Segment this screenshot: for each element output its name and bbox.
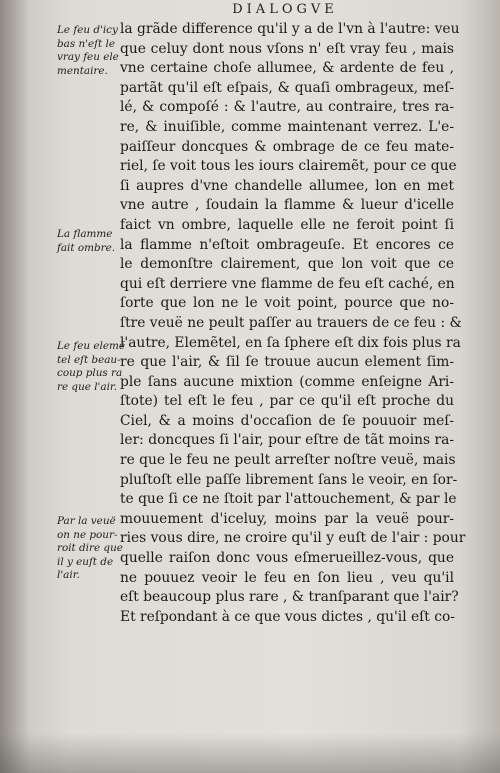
margin-note-feu-elementel	[57, 340, 125, 394]
text-line: ſi aupres d'vne chandelle allumee, lon en met	[120, 177, 454, 194]
margin-note-line: on ne pour-	[57, 528, 118, 541]
text-line: pluſtoſt elle paſſe librement ſans le veoir, en ſor-	[120, 471, 458, 488]
text-line: la flamme n'eſtoit ombrageuſe. Et encores ce	[120, 236, 454, 253]
margin-note-par-la-veue	[57, 515, 121, 583]
text-line: lé, & compoſé : & l'autre, au contraire, tres ra-	[120, 99, 454, 116]
margin-note-line: La flamme	[57, 228, 113, 240]
main-text-block	[120, 20, 466, 627]
text-line: vne autre , ſoudain la flamme & lueur d'icelle	[120, 197, 454, 214]
text-line: mouuement d'iceluy, moins par la veuë pour-	[120, 510, 454, 527]
text-line: te que ſi ce ne ſtoit par l'attouchement, & par le	[120, 491, 457, 508]
margin-note-line: Le feu elemẽ	[57, 340, 125, 352]
text-line: ſtote) tel eſt le feu , par ce qu'il eſt proche du	[120, 393, 454, 410]
margin-note-line: Le feu d'icy	[57, 24, 118, 36]
text-line: re que le feu ne peult arreſter noſtre veuë, mais	[120, 452, 456, 469]
text-line: qui eſt derriere vne flamme de feu eſt caché, en	[120, 275, 455, 292]
margin-note-line: il y euſt de	[57, 555, 114, 568]
text-line: quelle raiſon donc vous eſmerueillez-vous, que	[120, 550, 454, 567]
text-line: riel, ſe voit tous les iours clairemẽt, pour ce que	[120, 158, 457, 175]
text-line: vne certaine choſe allumee, & ardente de feu ,	[120, 60, 454, 77]
text-line: ple ſans aucune mixtion (comme enſeigne Ari-	[120, 373, 454, 390]
text-line: ler: doncques ſi l'air, pour eſtre de tãt moins ra-	[120, 432, 454, 449]
text-line: que celuy dont nous vſons n' eſt vray feu , mais	[120, 40, 454, 57]
text-line: partãt qu'il eſt eſpais, & quaſi ombrageux, meſ-	[120, 79, 454, 96]
margin-note-feu-d-icy-bas	[57, 24, 121, 78]
text-line: ſorte que lon ne le voit point, pource que no-	[120, 295, 454, 312]
margin-note-line: l'air.	[57, 569, 80, 582]
text-line: ne pouuez veoir le feu en ſon lieu , veu qu'il	[120, 569, 454, 586]
margin-note-line: mentaire.	[57, 64, 108, 77]
running-header: DIALOGVE	[232, 2, 338, 17]
text-line: ſtre veuë ne peult paſſer au trauers de ce feu : &	[120, 314, 462, 331]
text-line: re que l'air, & ſil ſe trouue aucun element ſim-	[120, 354, 454, 371]
margin-note-line: bas n'eſt le	[57, 37, 115, 50]
text-line: Ciel, & a moins d'occaſion de ſe pouuoir meſ-	[120, 412, 454, 429]
margin-note-line: Par la veuë	[57, 515, 116, 527]
text-line: eſt beaucoup plus rare , & tranſparant que l'air?	[120, 589, 459, 606]
text-line: faict vn ombre, laquelle elle ne feroit point ſi	[120, 216, 454, 233]
margin-note-line: re que l'air.	[57, 380, 118, 393]
text-line: la grãde difference qu'il y a de l'vn à l'autre: veu	[120, 21, 460, 37]
text-line: paiſſeur doncques & ombrage de ce feu mate-	[120, 138, 454, 155]
margin-note-line: roit dire que	[57, 542, 123, 555]
margin-note-line: vray feu ele	[57, 51, 119, 64]
text-line: le demonſtre clairement, que lon voit que ce	[120, 256, 454, 273]
margin-note-la-flamme	[57, 228, 121, 255]
text-line: re, & inuiſible, comme maintenant verrez. L'e-	[120, 118, 454, 135]
margin-note-line: fait ombre.	[57, 241, 116, 254]
margin-note-line: coup plus ra	[57, 367, 123, 380]
text-line: Et reſpondant à ce que vous dictes , qu'il eſt co-	[120, 608, 455, 625]
margin-note-line: tel eſt beau-	[57, 353, 121, 366]
text-line: l'autre, Elemẽtel, en ſa ſphere eſt dix fois plus ra	[120, 334, 461, 351]
text-line: ries vous dire, ne croire qu'il y euſt de l'air : pour	[120, 530, 466, 547]
